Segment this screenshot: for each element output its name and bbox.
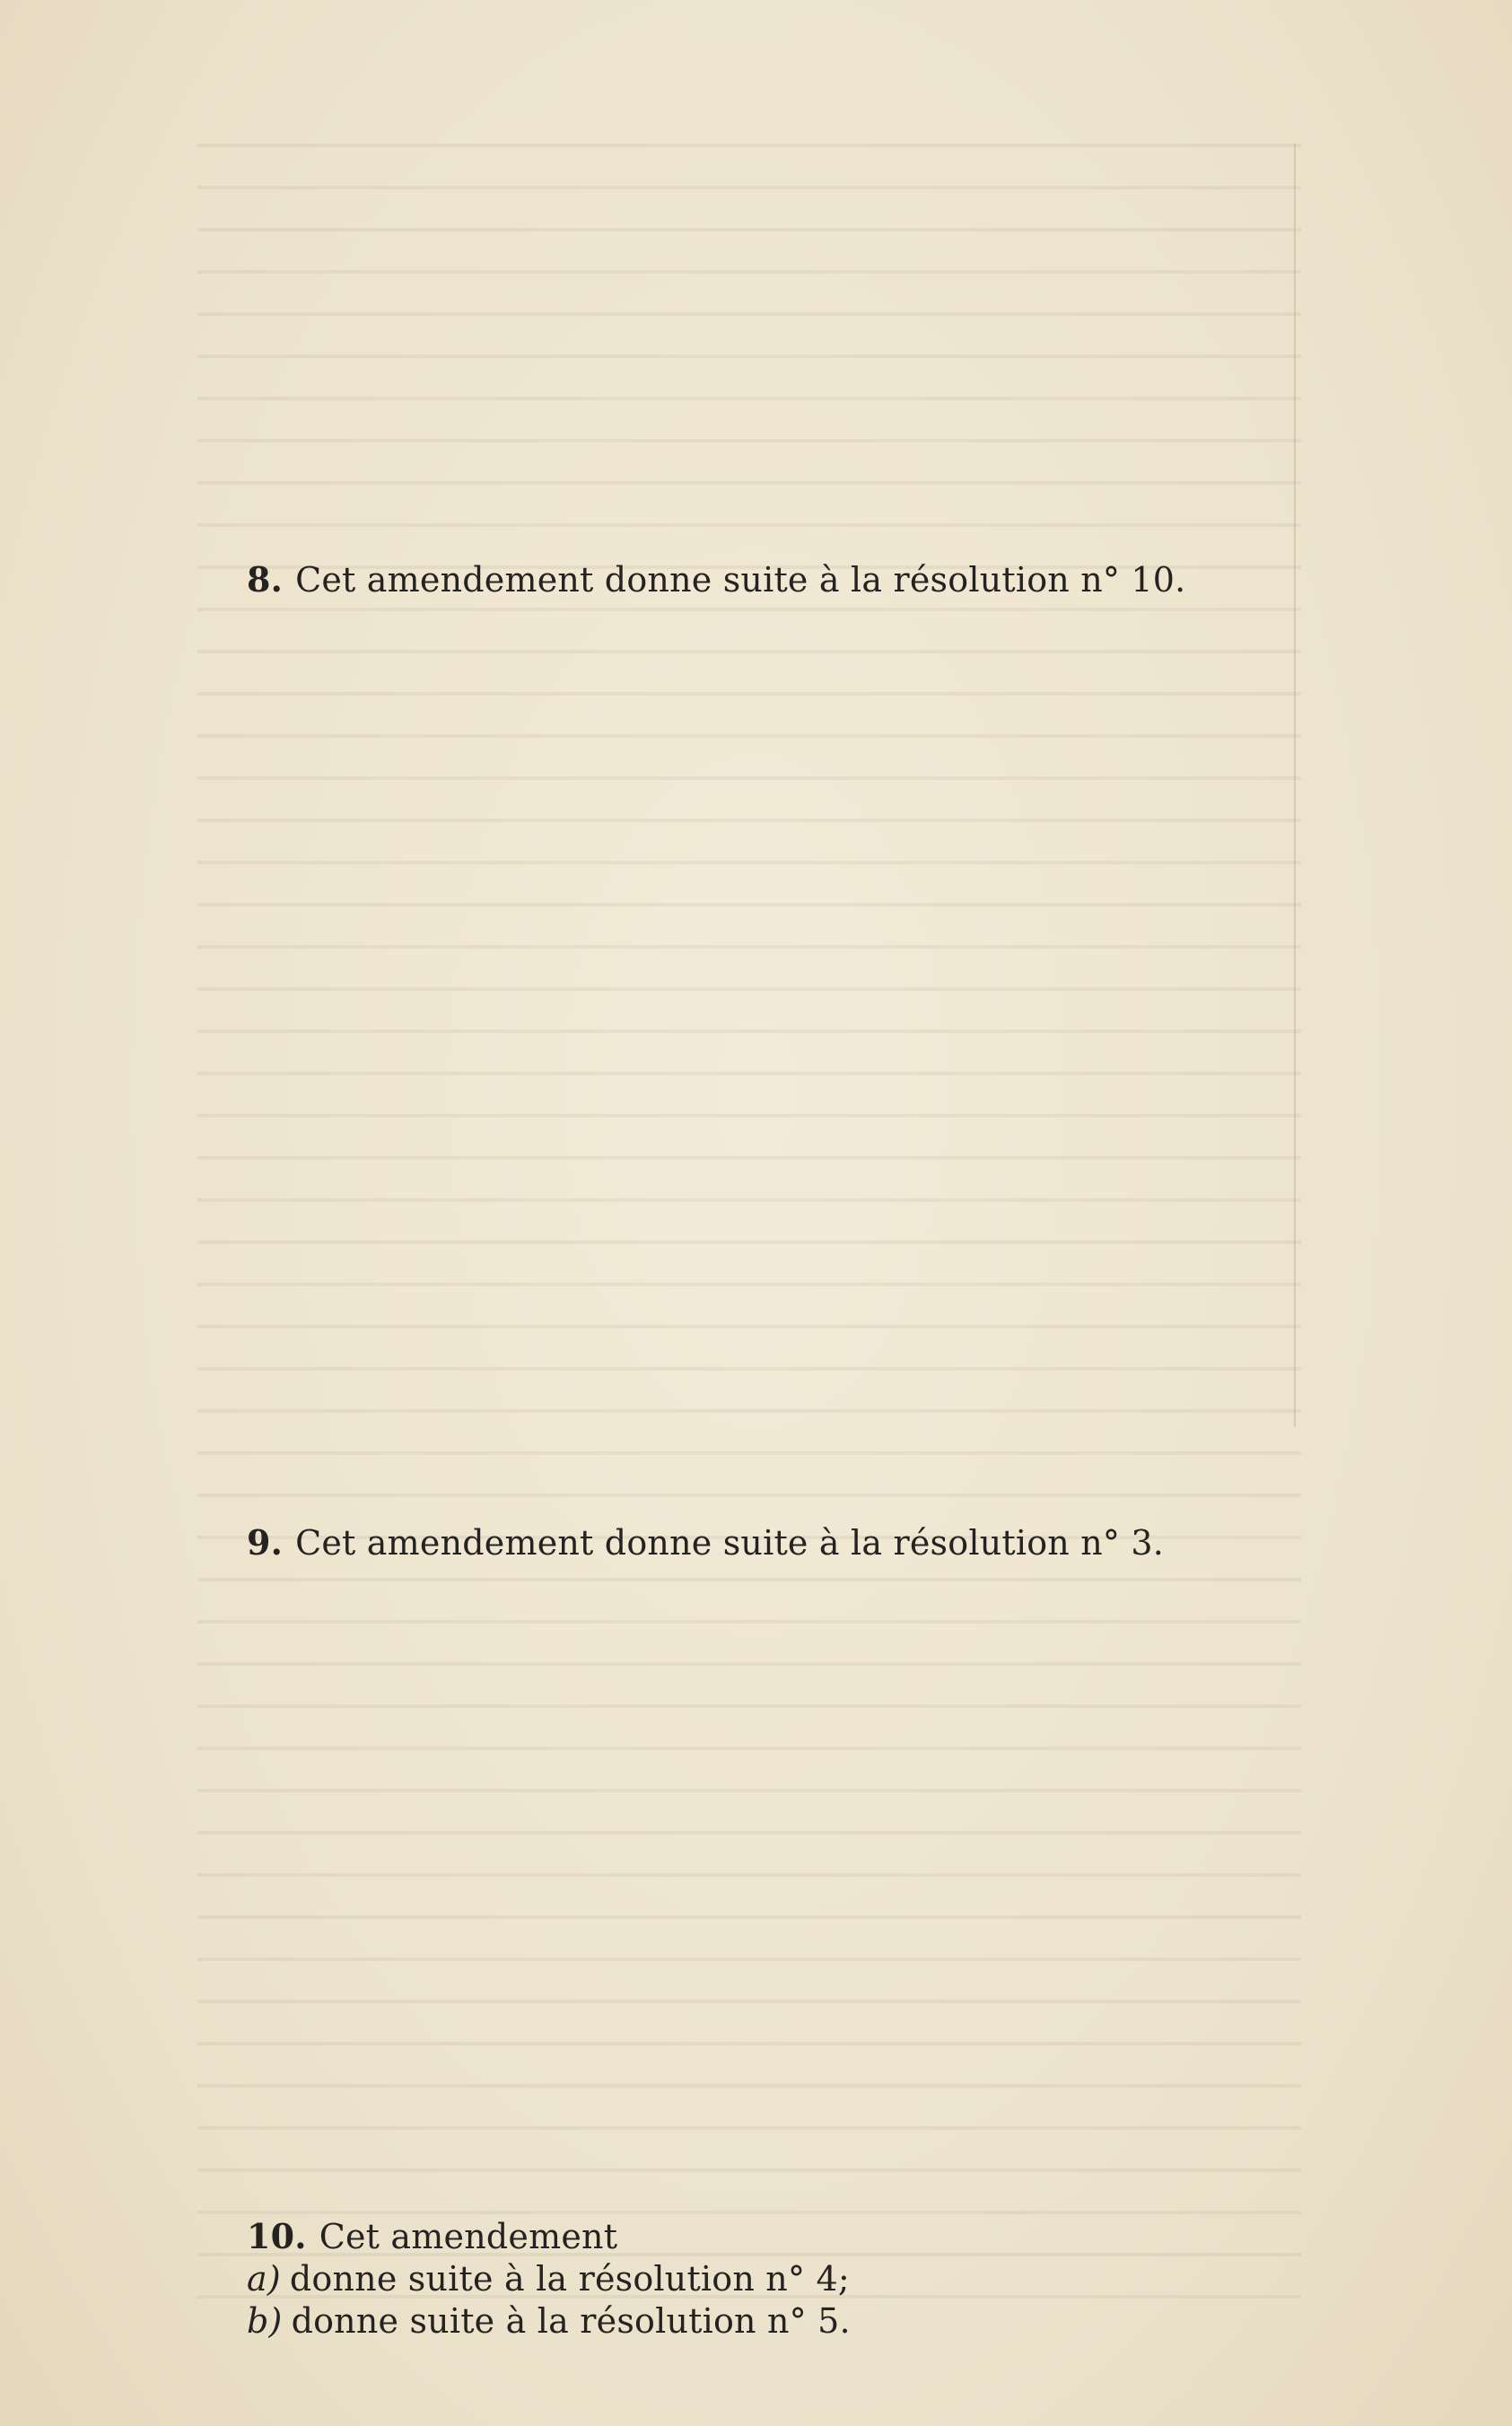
note-text: Cet amendement donne suite à la résolution n° 3.	[295, 1523, 1165, 1563]
note-line	[247, 2215, 851, 2258]
item-letter: b)	[247, 2301, 283, 2341]
note-text: Cet amendement donne suite à la résolution n° 10.	[295, 560, 1186, 600]
note-number: 9.	[247, 1522, 284, 1563]
note-10	[247, 2215, 851, 2343]
item-text: donne suite à la résolution n° 5.	[291, 2301, 851, 2341]
note-item-b	[247, 2300, 851, 2343]
item-letter: a)	[247, 2259, 281, 2299]
note-number: 8.	[247, 559, 284, 600]
note-9	[247, 1521, 1164, 1564]
note-8	[247, 558, 1185, 601]
item-text: donne suite à la résolution n° 4;	[289, 2259, 850, 2299]
note-number: 10.	[247, 2216, 307, 2256]
margin-rule	[1294, 144, 1296, 1427]
note-text: Cet amendement	[319, 2217, 618, 2256]
bleed-through-texture	[197, 117, 1301, 2316]
note-item-a	[247, 2258, 851, 2300]
